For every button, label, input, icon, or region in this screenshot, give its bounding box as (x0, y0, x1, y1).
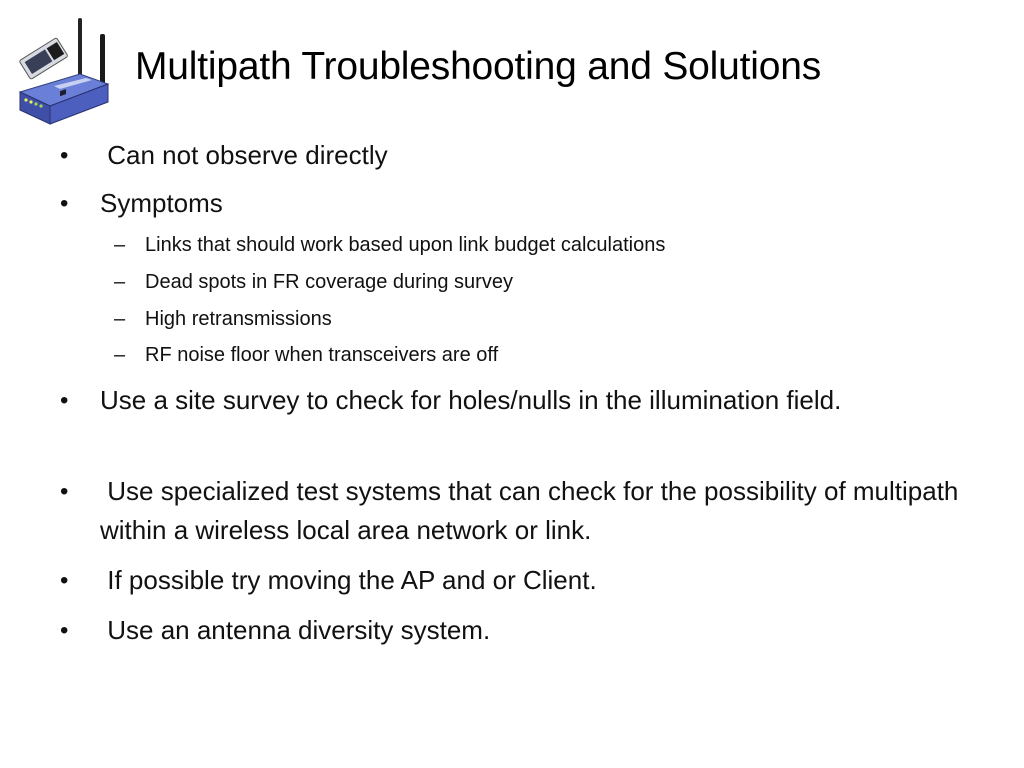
bullet-icon: • (60, 567, 69, 594)
sub-bullet-text: Links that should work based upon link budget calculations (145, 234, 666, 256)
bullet-item (60, 472, 966, 550)
bullet-text: Use a site survey to check for holes/nulls in the illumination field. (100, 385, 842, 415)
bullet-icon: • (60, 478, 69, 505)
bullet-item (60, 184, 960, 223)
sub-bullet-item (114, 341, 914, 369)
bullet-text: If possible try moving the AP and or Client. (100, 565, 597, 595)
bullet-item (60, 561, 960, 600)
dash-icon: – (114, 271, 126, 293)
bullet-icon: • (60, 387, 69, 414)
sub-bullet-item (114, 268, 914, 296)
sub-bullet-text: High retransmissions (145, 308, 332, 330)
bullet-text: Can not observe directly (100, 140, 388, 170)
bullet-icon: • (60, 617, 69, 644)
dash-icon: – (114, 234, 126, 256)
bullet-text: Symptoms (100, 188, 223, 218)
slide-title: Multipath Troubleshooting and Solutions (135, 45, 821, 88)
sub-bullet-item (114, 305, 914, 333)
bullet-text: Use an antenna diversity system. (100, 615, 491, 645)
bullet-item (60, 136, 960, 175)
bullet-item (60, 611, 960, 650)
bullet-text: Use specialized test systems that can check for the possibility of multipath within a wireless local area network or link. (100, 476, 966, 545)
sub-bullet-text: Dead spots in FR coverage during survey (145, 271, 513, 293)
bullet-item (60, 381, 960, 420)
dash-icon: – (114, 344, 126, 366)
sub-bullet-text: RF noise floor when transceivers are off (145, 344, 499, 366)
sub-bullet-item (114, 231, 914, 259)
bullet-icon: • (60, 142, 69, 169)
bullet-icon: • (60, 190, 69, 217)
dash-icon: – (114, 308, 126, 330)
